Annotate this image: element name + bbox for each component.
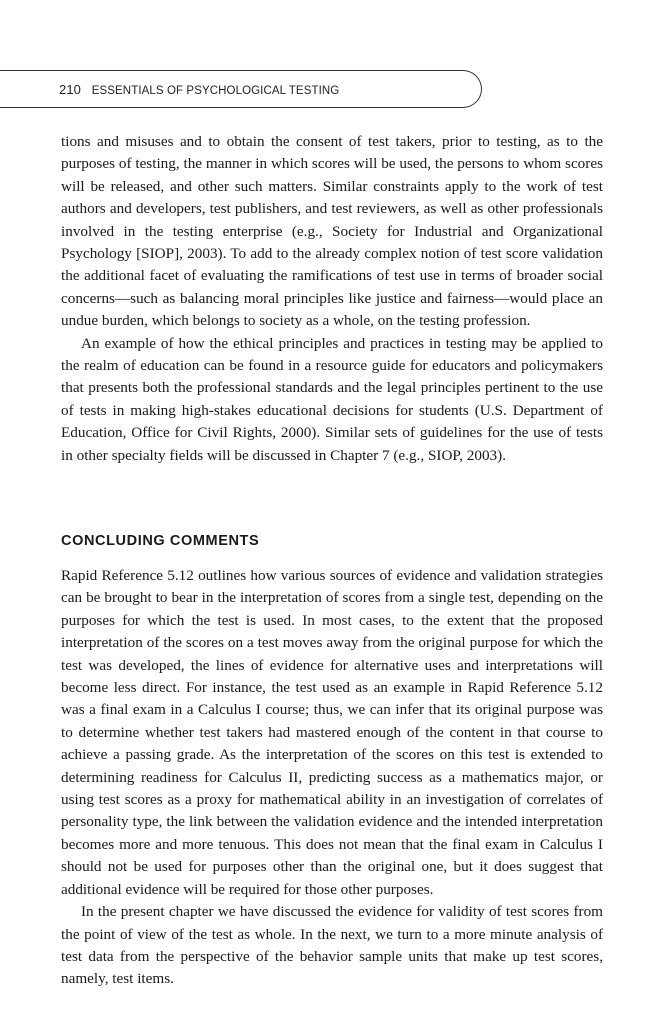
body-section-continuation [61, 131, 603, 467]
paragraph: Rapid Reference 5.12 outlines how various sources of evidence and validation strategies can be brought to bear in the interpretation of scores from a single test, depending on the purposes for which the test is used. In most cases, to the extent that the proposed interpretation of the scores on a test moves away from the original purpose for which the test was developed, the lines of evidence for alternative uses and interpretations will become less direct. For instance, the test used as an example in Rapid Reference 5.12 was a final exam in a Calculus I course; thus, we can infer that its original purpose was to determine whether test takers had mastered enough of the content in that course to achieve a passing grade. As the interpretation of the scores on this test is extended to determining readiness for Calculus II, predicting success as a mathematics major, or using test scores as a proxy for mathematical ability in an investigation of correlates of personality type, the link between the validation evidence and the intended interpretation becomes more and more tenuous. This does not mean that the final exam in Calculus I should not be used for purposes other than the original one, but it does suggest that additional evidence will be required for those other purposes. [61, 567, 603, 898]
running-title: ESSENTIALS OF PSYCHOLOGICAL TESTING [91, 85, 340, 97]
page-number: 210 [59, 82, 81, 97]
section-heading: CONCLUDING COMMENTS [61, 533, 260, 549]
paragraph: tions and misuses and to obtain the consent of test takers, prior to testing, as to the purposes of testing, the manner in which scores will be used, the persons to whom scores will be released, and other such matters. Similar constraints apply to the work of test authors and developers, test publishers, and test reviewers, as well as other professionals involved in the testing enterprise (e.g., Society for Industrial and Organizational Psychology [SIOP], 2003). To add to the already complex notion of test score validation the additional facet of evaluating the ramifications of test use in terms of broader social concerns—such as balancing moral principles like justice and fairness—would place an undue burden, which belongs to society as a whole, on the testing profession. [61, 133, 603, 330]
running-header [59, 82, 339, 97]
body-section-concluding-comments [61, 565, 603, 991]
paragraph: An example of how the ethical principles and practices in testing may be applied to the realm of education can be found in a resource guide for educators and policymakers that presents both the professional standards and the legal principles pertinent to the use of tests in making high-stakes educational decisions for students (U.S. Department of Education, Office for Civil Rights, 2000). Similar sets of guidelines for the use of tests in other specialty fields will be discussed in Chapter 7 (e.g., SIOP, 2003). [61, 334, 603, 464]
paragraph: In the present chapter we have discussed the evidence for validity of test scores from the point of view of the test as whole. In the next, we turn to a more minute analysis of test data from the perspective of the behavior sample units that make up test scores, namely, test items. [61, 903, 603, 988]
